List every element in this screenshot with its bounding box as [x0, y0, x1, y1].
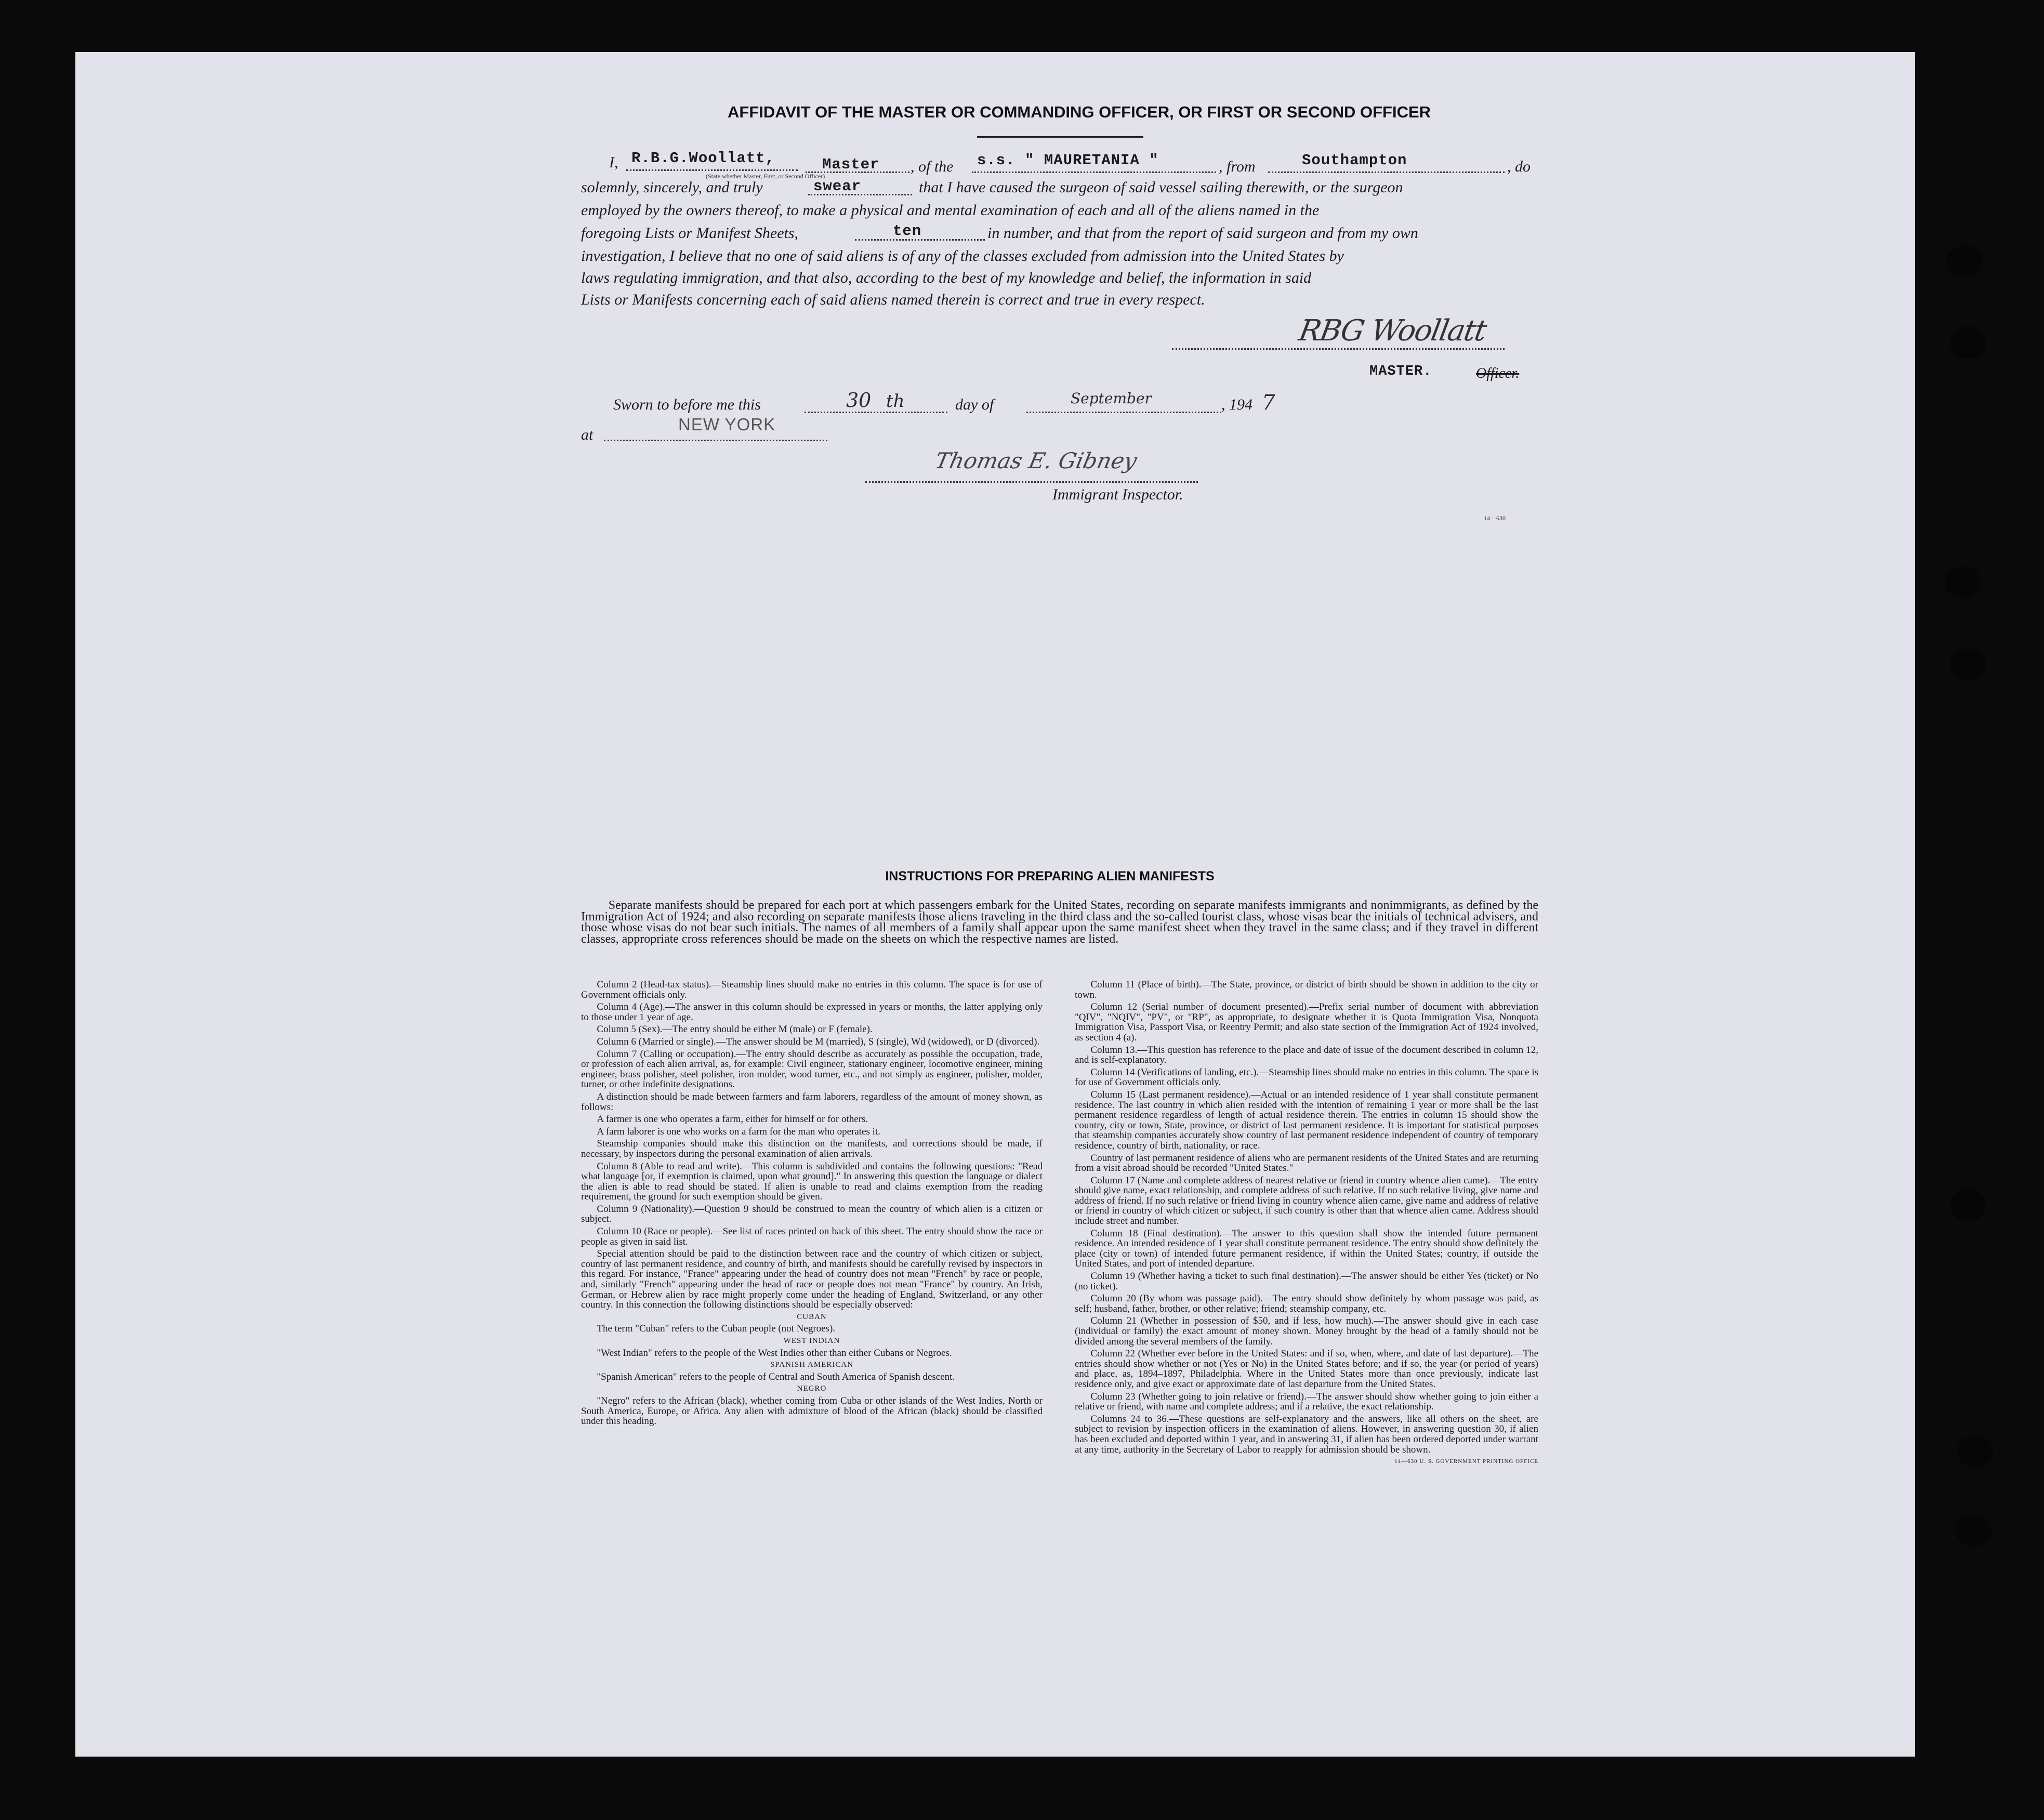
sheet-count: ten [893, 222, 922, 240]
rank-note: (State whether Master, First, or Second Officer) [706, 173, 825, 180]
col5-instruction: Column 5 (Sex).—The entry should be either M (male) or F (female). [597, 1024, 873, 1035]
sworn-day: 30 [846, 389, 872, 412]
master-name: R.B.G.Woollatt, [631, 150, 775, 167]
rank-line [806, 172, 909, 173]
spanish-american-heading: SPANISH AMERICAN [770, 1361, 854, 1369]
do-label: , do [1507, 158, 1531, 175]
race-attention: Special attention should be paid to the distinction between race and the country of which citizen or subject, country of last permanent residence, and country of birth, and manifests should be carefully revised by inspectors in this regard. For instance, "France" appearing under the head of country does not mean "French" by race or people, and, similarly "French" appearing under the head of race or people does not mean "France" by country. An Irish, German, or Hebrew alien by race might properly come under the heading of England, Switzerland, or any other country. In this connection the following distinctions should be especially observed: [581, 1248, 1043, 1311]
col6-instruction: Column 6 (Married or single).—The answer should be M (married), S (single), Wd (widowed), or D (divorced). [597, 1036, 1040, 1047]
col15-instruction: Column 15 (Last permanent residence).—Actual or an intended residence of 1 year shall constitute permanent residence. The last country in which alien resided with the intention of remaining 1 year or more shall be the last permanent residence regardless of length of actual residence therein. The entries in column 15 should show the country, city or town, State, province, or district of last permanent residence. It is important for statistical purposes that steamship companies accurately show country of last permanent residence independent of country of temporary residence, country of birth, nationality, or race. [1075, 1089, 1538, 1151]
col14-instruction: Column 14 (Verifications of landing, etc.).—Steamship lines should make no entries in this column. The space is for use of Government officials only. [1075, 1066, 1538, 1088]
binder-hole [1950, 326, 1986, 359]
farmer-definition: A farmer is one who operates a farm, either for himself or for others. [597, 1114, 868, 1125]
from-label: , from [1219, 158, 1256, 175]
signature-line [1172, 348, 1505, 350]
sworn-month: September [1071, 390, 1152, 407]
officer-rank: Master [822, 156, 880, 173]
sworn-place: NEW YORK [678, 415, 776, 434]
affidavit-line3: employed by the owners thereof, to make a physical and mental examination of each and all of the aliens named in the [581, 202, 1320, 219]
master-label: MASTER. [1369, 364, 1432, 379]
departure-port: Southampton [1302, 152, 1407, 169]
foregoing-text: foregoing Lists or Manifest Sheets, [581, 225, 799, 242]
col2-instruction: Column 2 (Head-tax status).—Steamship lines should make no entries in this column. The space is for use of Government officials only. [581, 979, 1043, 1000]
day-line [805, 412, 947, 413]
col20-instruction: Column 20 (By whom was passage paid).—The entry should show definitely by whom passage was paid, as self; husband, father, brother, or other relative; friend; steamship company, etc. [1075, 1293, 1538, 1314]
binder-hole [1950, 649, 1986, 681]
west-indian-heading: WEST INDIAN [783, 1337, 840, 1345]
vessel-line [972, 172, 1216, 173]
count-line [855, 239, 985, 241]
affidavit-line5: investigation, I believe that no one of said aliens is of any of the classes excluded from admission into the United States by [581, 247, 1344, 265]
cuban-definition: The term "Cuban" refers to the Cuban people (not Negroes). [597, 1323, 836, 1335]
at-label: at [581, 426, 594, 443]
col11-instruction: Column 11 (Place of birth).—The State, province, or district of birth should be shown in addition to the city or town. [1075, 979, 1538, 1000]
binder-hole [1946, 245, 1983, 278]
binder-hole [1945, 566, 1981, 599]
binder-hole [1957, 1435, 1993, 1468]
col12-instruction: Column 12 (Serial number of document presented).—Prefix serial number of document with abbreviation "QIV", "NQIV", "PV", or "RP", as appropriate, to designate whether it is Quota Immigration Visa, Nonquota Immigration Visa, Passport Visa, or Reentry Permit; and also state section of the Immigration Act of 1924 involved, as section 4 (a). [1075, 1001, 1538, 1043]
west-indian-definition: "West Indian" refers to the people of the West Indies other than either Cubans or Negroes. [597, 1347, 952, 1359]
col7-instruction: Column 7 (Calling or occupation).—The entry should describe as accurately as possible the occupation, trade, or profession of each alien arrival, as, for example: Civil engineer, stationary engineer, locomotive engineer, mining engineer, brass polisher, steel polisher, iron molder, wood turner, etc., and not simply as engineer, polisher, molder, turner, or other indefinite designations. [581, 1048, 1043, 1090]
port-line [1268, 172, 1505, 173]
binder-hole [1950, 1189, 1986, 1221]
farm-distinction: A distinction should be made between farmers and farm laborers, regardless of the amount of money shown, as follows: [581, 1091, 1043, 1113]
col9-instruction: Column 9 (Nationality).—Question 9 should be construed to mean the country of which alien is a citizen or subject. [581, 1203, 1043, 1225]
month-line [1026, 412, 1221, 413]
col19-instruction: Column 19 (Whether having a ticket to such final destination).—The answer should be either Yes (ticket) or No (no ticket). [1075, 1271, 1538, 1292]
inspector-signature: Thomas E. Gibney [932, 448, 1140, 473]
instructions-right-column [1075, 980, 1538, 1467]
vessel-name: s.s. " MAURETANIA " [977, 152, 1159, 169]
form-number-top: 14—630 [1484, 515, 1506, 522]
printing-office-footer: 14—630 U. S. GOVERNMENT PRINTING OFFICE [1394, 1458, 1538, 1465]
col10-instruction: Column 10 (Race or people).—See list of races printed on back of this sheet. The entry should show the race or people as given in said list. [581, 1226, 1043, 1247]
negro-definition: "Negro" refers to the African (black), whether coming from Cuba or other islands of the West Indies, North or South America, Europe, or Africa. Any alien with admixture of blood of the African (black) should be classified under this heading. [581, 1395, 1043, 1427]
sworn-text: Sworn to before me this [613, 396, 761, 413]
col22-instruction: Column 22 (Whether ever before in the United States: and if so, when, where, and date of last departure).—The entries should show whether or not (Yes or No) in the United States before; and if so, the year (or period of years) and place, as, 1894–1897, Philadelphia. Where in the United States more than once previously, indicate last residence only, and give exact or approximate date of last departure from the United States. [1075, 1348, 1538, 1390]
inspector-label: Immigrant Inspector. [1052, 486, 1183, 503]
solemnly-text: solemnly, sincerely, and truly [581, 179, 763, 196]
of-the-label: , of the [911, 158, 954, 175]
steamship-distinction: Steamship companies should make this distinction on the manifests, and corrections should be made, if necessary, by inspectors during the personal examination of alien arrivals. [581, 1138, 1043, 1159]
title-rule [977, 136, 1143, 138]
col4-instruction: Column 4 (Age).—The answer in this column should be expressed in years or months, the latter applying only to those under 1 year of age. [581, 1001, 1043, 1023]
col8-instruction: Column 8 (Able to read and write).—This column is subdivided and contains the following questions: "Read what language [or, if exemption is claimed, upon what ground]." In answering this question the language or dialect the alien is able to read should be stated. If alien is unable to read and claims exemption from the reading requirement, the ground for such exemption should be given. [581, 1160, 1043, 1203]
affidavit-line6: laws regulating immigration, and that also, according to the best of my knowledge and belief, the information in said [581, 269, 1312, 286]
col18-instruction: Column 18 (Final destination).—The answer to this question shall show the intended future permanent residence. An intended residence of 1 year shall constitute permanent residence. The entry should show definitely the place (city or town) of intended future permanent residence, if within the United States; country, if outside the United States, and port of intended departure. [1075, 1228, 1538, 1270]
day-of-label: day of [955, 396, 994, 413]
col24-36-instruction: Columns 24 to 36.—These questions are self-explanatory and the answers, like all others on the sheet, are subject to revision by inspection officers in the examination of aliens. However, in answering question 30, if alien has been excluded and deported within 1 year, and in answering 31, if alien has been ordered deported under warrant at any time, authority in the Secretary of Labor to reapply for admission should be shown. [1075, 1413, 1538, 1455]
negro-heading: NEGRO [797, 1384, 827, 1393]
instructions-title: INSTRUCTIONS FOR PREPARING ALIEN MANIFESTS [885, 869, 1215, 883]
officer-label: Officer. [1476, 365, 1520, 381]
oath-line [808, 194, 912, 195]
cuban-heading: CUBAN [797, 1312, 827, 1321]
spanish-american-definition: "Spanish American" refers to the people of Central and South America of Spanish descent. [597, 1371, 955, 1382]
affidavit-title: AFFIDAVIT OF THE MASTER OR COMMANDING OFFICER, OR FIRST OR SECOND OFFICER [728, 103, 1431, 121]
affidavit-line7: Lists or Manifests concerning each of said aliens named therein is correct and true in every respect. [581, 291, 1205, 308]
sworn-day-suffix: th [886, 391, 905, 412]
master-signature: RBG Woollatt [1296, 314, 1489, 348]
instructions-left-column [581, 980, 1043, 1429]
col21-instruction: Column 21 (Whether in possession of $50, and if less, how much).—The answer should give in each case (individual or family) the exact amount of money shown. Money brought by the head of a family should not be divided among the several members of the family. [1075, 1315, 1538, 1347]
col23-instruction: Column 23 (Whether going to join relative or friend).—The answer should show whether going to join either a relative or friend, with name and complete address; and if a relative, the exact relationship. [1075, 1391, 1538, 1413]
inspector-line [865, 481, 1198, 483]
col13-instruction: Column 13.—This question has reference to the place and date of issue of the document described in column 12, and is self-explanatory. [1075, 1044, 1538, 1066]
year-prefix: , 194 [1221, 396, 1252, 413]
farm-laborer-definition: A farm laborer is one who works on a farm for the man who operates it. [597, 1126, 880, 1137]
affidavit-line4: in number, and that from the report of said surgeon and from my own [987, 225, 1418, 242]
affidavit-line2: that I have caused the surgeon of said vessel sailing therewith, or the surgeon [919, 179, 1403, 196]
oath-word: swear [813, 178, 862, 195]
residence-note: Country of last permanent residence of aliens who are permanent residents of the United States and are returning from a visit abroad should be recorded "United States." [1075, 1152, 1538, 1174]
binder-hole [1955, 1514, 1992, 1547]
name-line [626, 169, 798, 171]
place-line [604, 440, 827, 441]
affidavit-i: I, [609, 154, 618, 171]
year-digit: 7 [1262, 391, 1275, 415]
instructions-intro: Separate manifests should be prepared for each port at which passengers embark for the United States, recording on separate manifests immigrants and nonimmigrants, as defined by the Immigration Act of 1924; and also recording on separate manifests those aliens traveling in the third class and the so-called tourist class, whose visas bear the initials of technical advisers, and those whose visas do not bear such initials. The names of all members of a family shall appear upon the same manifest sheet when they travel in the same class; and if they travel in different classes, appropriate cross references should be made on the sheets on which the respective names are listed. [581, 899, 1538, 946]
col17-instruction: Column 17 (Name and complete address of nearest relative or friend in country whence alien came).—The entry should give name, exact relationship, and complete address of such relative. If no such relative living, give name and address of friend. If no such relative or friend living in country whence alien came, give name and address of relative or friend in country of which citizen or subject, if such country is other than that whence alien came. Address should include street and number. [1075, 1175, 1538, 1227]
